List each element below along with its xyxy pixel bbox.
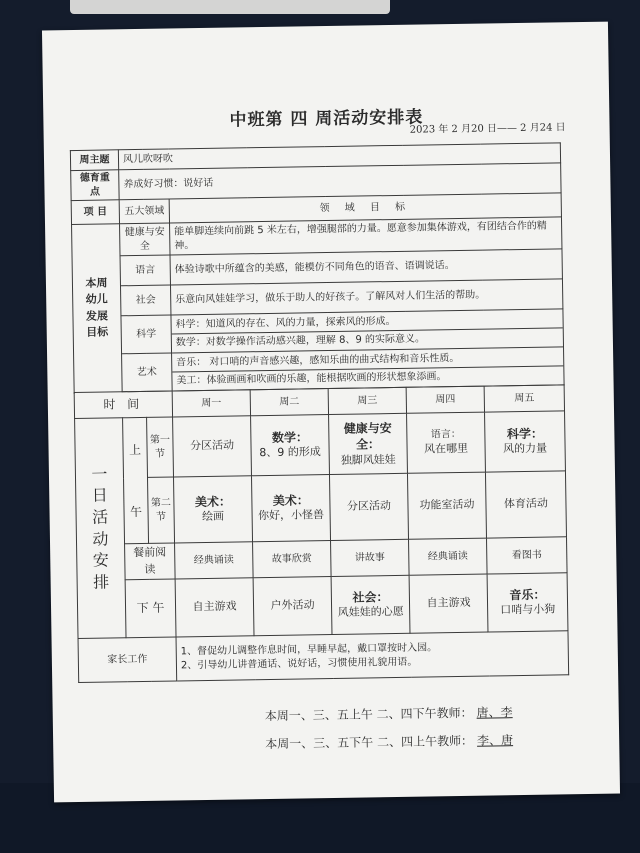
premeal-fri: 看图书 bbox=[486, 537, 567, 574]
parents-line-2: 2、引导幼儿讲普通话、说好话，习惯使用礼貌用语。 bbox=[180, 656, 418, 671]
clip-shadow bbox=[70, 0, 390, 14]
area-art: 艺术 bbox=[122, 353, 173, 392]
pm-fri: 音乐： 口哨与小狗 bbox=[487, 573, 568, 632]
p2-thu: 功能室活动 bbox=[407, 472, 486, 539]
goal-craft: 美工：体验画画和吹画的乐趣，能根据吹画的形状想象添画。 bbox=[176, 371, 447, 387]
date-range: 2023 年 2 月20 日—— 2 月24 日 bbox=[409, 122, 566, 136]
goal-math: 数学：对数学操作活动感兴趣，理解 8、9 的实际意义。 bbox=[175, 333, 426, 349]
premeal-label: 餐前阅读 bbox=[125, 543, 176, 580]
moral-value: 养成好习惯：说好话 bbox=[119, 163, 561, 200]
theme-value: 风儿吹呀吹 bbox=[118, 143, 560, 170]
header-domain: 五大领域 bbox=[119, 199, 169, 224]
pm-thu: 自主游戏 bbox=[409, 574, 488, 633]
daily-label: 一日活动安排 bbox=[75, 418, 126, 639]
premeal-mon: 经典诵读 bbox=[175, 542, 254, 579]
period2-row bbox=[76, 471, 567, 545]
goal-music: 音乐： 对口哨的声音感兴趣，感知乐曲的曲式结构和音乐性质。 bbox=[172, 348, 563, 373]
p1-wed: 健康与安全： 独脚风娃娃 bbox=[329, 413, 408, 474]
premeal-tue: 故事欣赏 bbox=[253, 541, 332, 578]
header-goals: 领 域 目 标 bbox=[169, 193, 561, 223]
area-language: 语言 bbox=[120, 255, 170, 286]
pm-mon: 自主游戏 bbox=[175, 578, 254, 637]
morning-top: 上 bbox=[128, 442, 142, 457]
p1-tue: 数学： 8、9 的形成 bbox=[251, 415, 330, 476]
time-label: 时 间 bbox=[74, 391, 172, 419]
teacher-line-1: 本周一、三、五上午 二、四下午教师： 唐、李 bbox=[264, 705, 513, 724]
afternoon-row bbox=[77, 573, 568, 639]
period2-label: 第二节 bbox=[148, 477, 175, 543]
afternoon-label: 下 午 bbox=[125, 579, 176, 638]
parents-label: 家长工作 bbox=[78, 637, 177, 683]
goal-social: 乐意向风娃娃学习，做乐于助人的好孩子。了解风对人们生活的帮助。 bbox=[170, 279, 562, 315]
goal-science: 科学：知道风的存在、风的力量，探索风的形成。 bbox=[171, 310, 562, 335]
goal-health: 能单脚连续向前跳 5 米左右，增强腿部的力量。愿意参加集体游戏，有团结合作的精神。 bbox=[170, 217, 563, 255]
day-fri: 周五 bbox=[484, 385, 564, 412]
header-project: 项 目 bbox=[71, 200, 119, 225]
moral-label: 德育重点 bbox=[71, 170, 119, 201]
day-tue: 周二 bbox=[250, 389, 328, 416]
page-title: 中班第 四 周活动安排表 bbox=[229, 107, 424, 131]
morning-bottom: 午 bbox=[129, 504, 143, 519]
p2-mon: 美术： 绘画 bbox=[174, 476, 253, 543]
premeal-wed: 讲故事 bbox=[331, 539, 410, 576]
pm-tue: 户外活动 bbox=[253, 577, 332, 636]
area-social: 社会 bbox=[120, 285, 170, 316]
premeal-thu: 经典诵读 bbox=[409, 538, 488, 575]
development-label: 本周幼儿发展目标 bbox=[72, 224, 123, 393]
pm-wed: 社会： 风娃娃的心愿 bbox=[331, 575, 410, 634]
parents-row bbox=[78, 631, 569, 683]
p1-fri: 科学： 风的力量 bbox=[485, 411, 566, 472]
theme-label: 周主题 bbox=[70, 150, 118, 171]
day-mon: 周一 bbox=[172, 390, 250, 417]
p2-tue: 美术： 你好，小怪兽 bbox=[251, 475, 330, 542]
p2-wed: 分区活动 bbox=[329, 473, 408, 540]
goal-language: 体验诗歌中所蕴含的美感，能模仿不同角色的语音、语调说话。 bbox=[170, 249, 562, 285]
period1-row bbox=[75, 411, 566, 479]
schedule-table bbox=[70, 142, 569, 683]
parents-line-1: 1、督促幼儿调整作息时间，早睡早起，戴口罩按时入园。 bbox=[180, 642, 438, 658]
day-thu: 周四 bbox=[406, 386, 484, 413]
area-science: 科学 bbox=[121, 315, 172, 354]
area-health: 健康与安全 bbox=[120, 223, 170, 256]
period1-label: 第一节 bbox=[147, 417, 174, 477]
p1-mon: 分区活动 bbox=[173, 416, 252, 477]
teacher-line-2: 本周一、三、五下午 二、四上午教师： 李、唐 bbox=[265, 733, 514, 752]
p1-thu: 语言： 风在哪里 bbox=[407, 412, 486, 473]
day-wed: 周三 bbox=[328, 387, 406, 414]
p2-fri: 体育活动 bbox=[485, 471, 566, 538]
schedule-paper bbox=[42, 22, 620, 803]
